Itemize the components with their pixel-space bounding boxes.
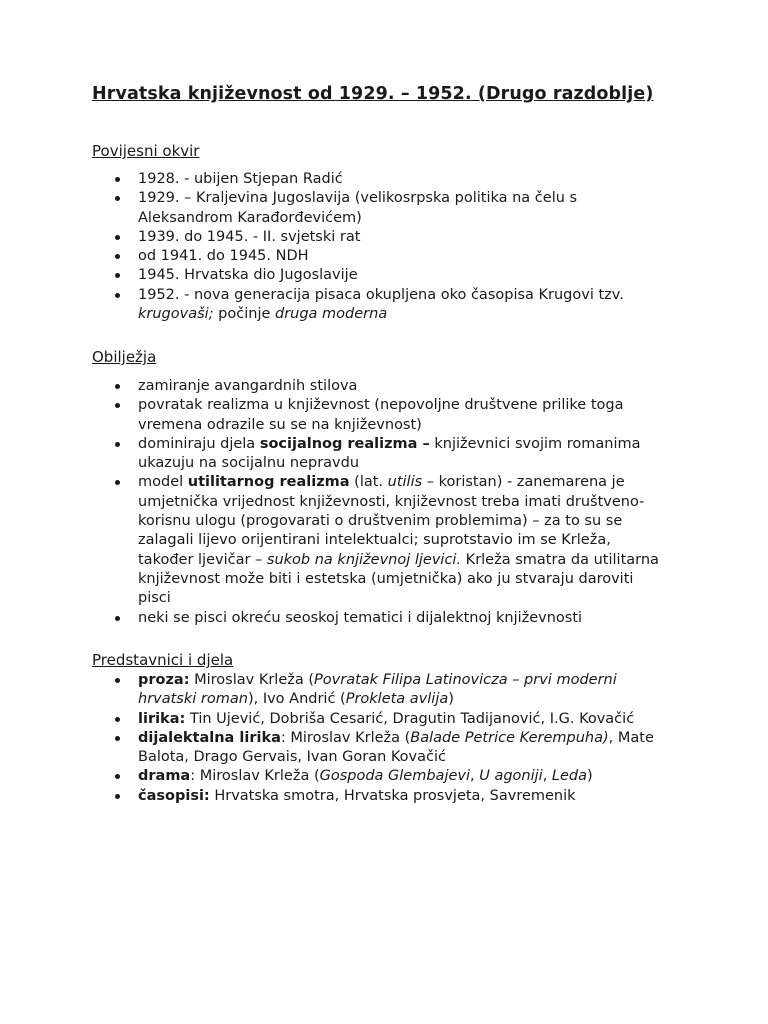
list-item: lirika: Tin Ujević, Dobriša Cesarić, Dragutin Tadijanović, I.G. Kovačić (138, 710, 635, 727)
list-item: dijalektalna lirika: Miroslav Krleža (Balade Petrice Kerempuha), Mate Balota, Drago Gervais, Ivan Goran Kovačić (138, 729, 654, 766)
heading-povijesni-okvir: Povijesni okvir (92, 142, 200, 160)
list-item: zamiranje avangardnih stilova (138, 378, 358, 394)
list-item: dominiraju djela socijalnog realizma – književnici svojim romanima ukazuju na socijalnu nepravdu (138, 435, 641, 472)
list-obiljezja (113, 377, 663, 628)
document-title: Hrvatska književnost od 1929. – 1952. (Drugo razdoblje) (92, 84, 654, 104)
list-item: 1928. - ubijen Stjepan Radić (138, 171, 343, 187)
list-item: 1945. Hrvatska dio Jugoslavije (138, 267, 358, 284)
list-item: proza: Miroslav Krleža (Povratak Filipa Latinovicza – prvi moderni hrvatski roman), Ivo Andrić (Prokleta avlija) (138, 672, 617, 708)
list-item: povratak realizma u književnost (nepovoljne društvene prilike toga vremena odrazile su se na književnost) (138, 397, 624, 433)
list-item: drama: Miroslav Krleža (Gospoda Glembajevi, U agoniji, Leda) (138, 768, 593, 785)
list-item: 1952. - nova generacija pisaca okupljena oko časopisa Krugovi tzv. krugovaši; počinje druga moderna (138, 286, 624, 323)
heading-predstavnici-i-djela: Predstavnici i djela (92, 651, 234, 669)
list-item: časopisi: Hrvatska smotra, Hrvatska prosvjeta, Savremenik (138, 787, 576, 804)
heading-obiljezja: Obilježja (92, 348, 157, 366)
list-predstavnici-i-djela (113, 671, 663, 806)
list-item: 1929. – Kraljevina Jugoslavija (velikosrpska politika na čelu s Aleksandrom Karađorđevićem) (138, 190, 578, 226)
list-item: 1939. do 1945. - II. svjetski rat (138, 228, 361, 245)
list-item: neki se pisci okreću seoskoj tematici i dijalektnoj književnosti (138, 609, 583, 626)
list-item: model utilitarnog realizma (lat. utilis – koristan) - zanemarena je umjetnička vrijednost književnosti, književnost treba imati društveno-korisnu ulogu (progovarati o društvenim problemima) – za to su se zalagali lijevo orijentirani intelektualci; suprotstavio im se Krleža, također ljevičar – sukob na književnoj ljevici. Krleža smatra da utilitarna književnost može biti i estetska (umjetnička) ako ju stvaraju daroviti pisci (138, 474, 659, 607)
list-povijesni-okvir (113, 170, 653, 324)
list-item: od 1941. do 1945. NDH (138, 248, 309, 265)
